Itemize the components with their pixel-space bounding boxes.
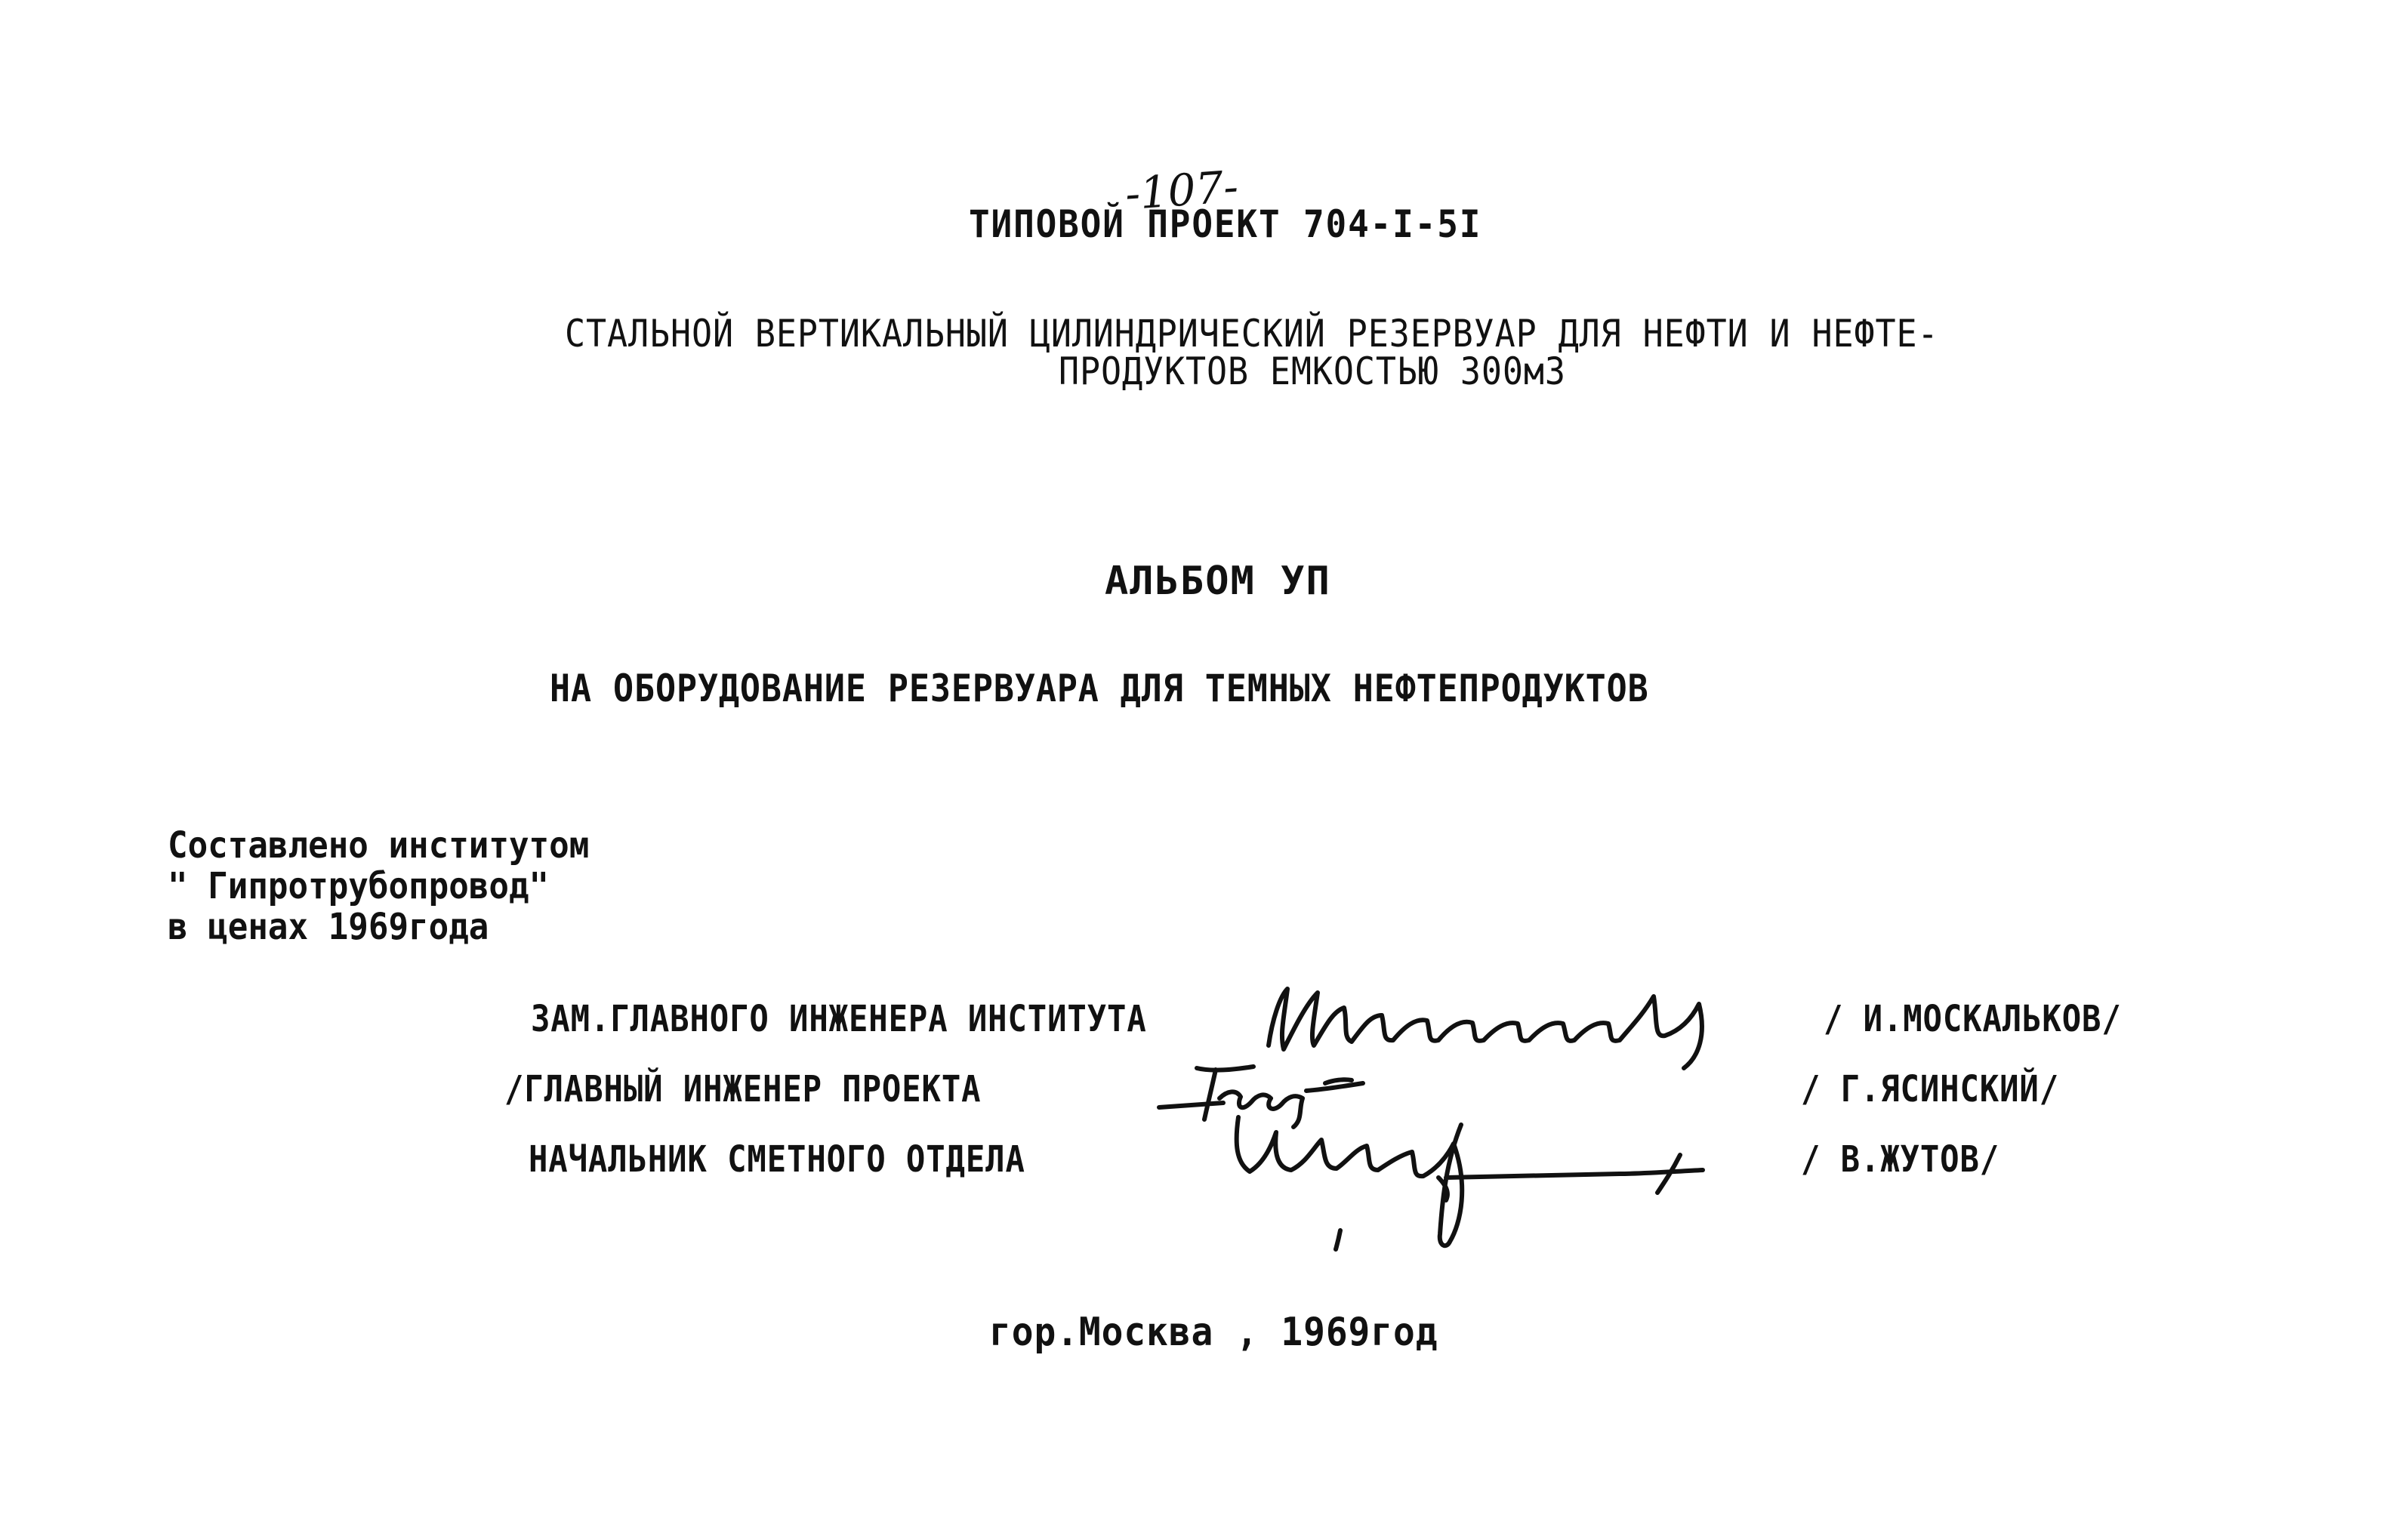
signatory-position-2: /ГЛАВНЫЙ ИНЖЕНЕР ПРОЕКТА [504,1068,982,1110]
project-title: ТИПОВОЙ ПРОЕКТ 704-I-5I [969,202,1482,246]
album-subject: НА ОБОРУДОВАНИЕ РЕЗЕРВУАРА ДЛЯ ТЕМНЫХ НЕФТЕПРОДУКТОВ [550,667,1649,710]
signatory-name-2: / Г.ЯСИНСКИЙ/ [1801,1068,2060,1110]
compiled-by-block [168,825,589,947]
signatory-name-1: / И.МОСКАЛЬКОВ/ [1824,998,2122,1040]
page-number: -107- [1123,160,1241,220]
subtitle-line-1: СТАЛЬНОЙ ВЕРТИКАЛЬНЫЙ ЦИЛИНДРИЧЕСКИЙ РЕЗЕРВУАР ДЛЯ НЕФТИ И НЕФТЕ- [565,312,1939,356]
compiled-by-line-1: Составлено институтом [168,824,590,867]
compiled-by-line-2: " Гипротрубопровод" [168,865,550,907]
compiled-by-line-3: в ценах 1969года [168,906,489,948]
signatory-name-3: / В.ЖУТОВ/ [1801,1138,2000,1181]
place-and-date: гор.Москва , 1969год [989,1310,1438,1355]
signatory-position-1: ЗАМ.ГЛАВНОГО ИНЖЕНЕРА ИНСТИТУТА [531,998,1147,1040]
signatory-position-3: НАЧАЛЬНИК СМЕТНОГО ОТДЕЛА [529,1138,1025,1181]
signature-zhutov [1219,1102,1718,1261]
album-title: АЛЬБОМ УП [1105,559,1331,604]
subtitle-line-2: ПРОДУКТОВ ЕМКОСТЬЮ 300м3 [1059,349,1566,393]
